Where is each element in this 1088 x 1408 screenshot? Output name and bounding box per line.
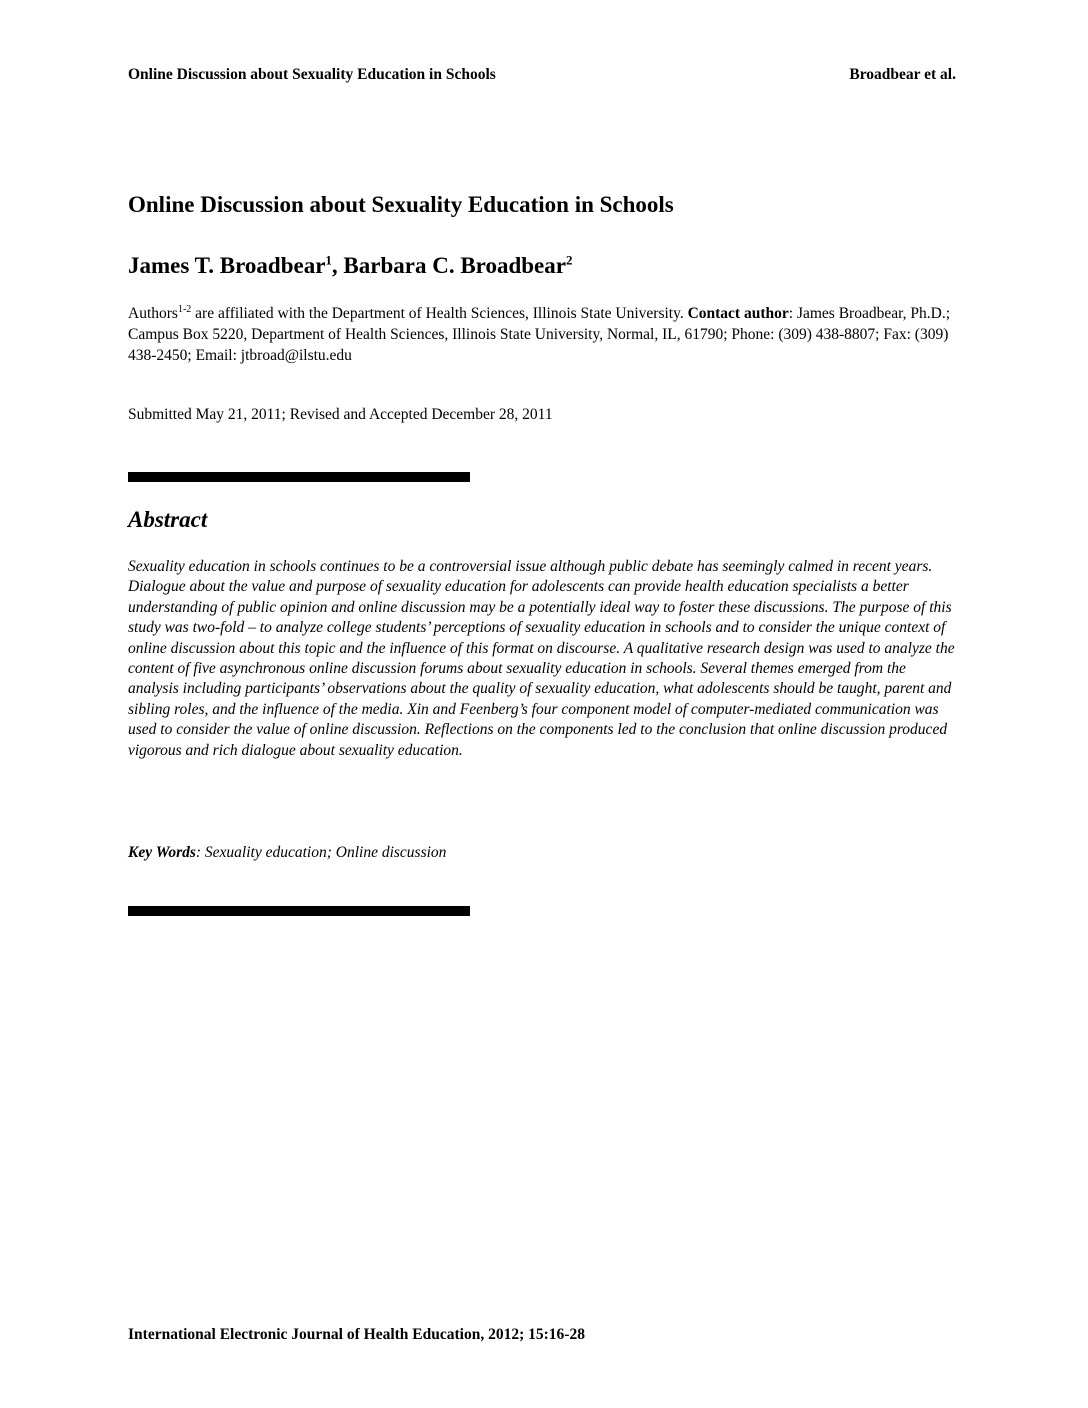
author-1-name: James T. Broadbear (128, 253, 326, 278)
author-separator: , (331, 253, 344, 278)
affiliation-lead: Authors (128, 305, 178, 322)
abstract-body: Sexuality education in schools continues to be a controversial issue although public debate has seemingly calmed in recent years. Dialogue about the value and purpose of sexuality education for adolescents can provide health education specialists a better understanding of public opinion and online discussion may be a potentially ideal way to foster these discussions. The purpose of this study was two-fold – to analyze college students’ perceptions of sexuality education in schools and to consider the unique context of online discussion about this topic and the influence of this format on discourse. A qualitative research design was used to analyze the content of five asynchronous online discussion forums about sexuality education in schools. Several themes emerged from the analysis including participants’ observations about the quality of sexuality education, what adolescents should be taught, parent and sibling roles, and the influence of the media. Xin and Feenberg’s four component model of computer-mediated communication was used to consider the value of online discussion. Reflections on the components led to the conclusion that online discussion produced vigorous and rich dialogue about sexuality education. (128, 558, 955, 759)
contact-author-details: : James Broadbear, Ph.D.; Campus Box 5220, Department of Health Sciences, Illinois State University, Normal, IL, 61790; Phone: (309) 438-8807; Fax: (309) 438-2450; Email: jtbroad@ilstu.edu (128, 305, 951, 364)
paper-title: Online Discussion about Sexuality Education in Schools (128, 192, 674, 217)
author-2-name: Barbara C. Broadbear (343, 253, 566, 278)
author-1-affiliation-mark: 1 (325, 252, 332, 268)
affiliation-text: are affiliated with the Department of Health Sciences, Illinois State University. (191, 305, 688, 322)
keywords-text: : Sexuality education; Online discussion (195, 844, 447, 861)
affiliation-lead-mark: 1-2 (177, 303, 192, 315)
contact-author-label: Contact author (687, 305, 789, 322)
keywords-label: Key Words (128, 844, 196, 861)
abstract-heading: Abstract (128, 507, 208, 532)
submission-dates: Submitted May 21, 2011; Revised and Accepted December 28, 2011 (128, 406, 553, 423)
affiliation-block (128, 303, 956, 366)
author-list (128, 253, 956, 279)
divider-top (128, 472, 470, 482)
running-title: Online Discussion about Sexuality Education in Schools (128, 66, 496, 83)
running-header (128, 66, 956, 84)
author-2-affiliation-mark: 2 (565, 252, 573, 268)
journal-footer: International Electronic Journal of Health Education, 2012; 15:16-28 (128, 1326, 585, 1343)
divider-bottom (128, 906, 470, 916)
running-authors: Broadbear et al. (849, 66, 956, 83)
keywords (128, 844, 956, 862)
